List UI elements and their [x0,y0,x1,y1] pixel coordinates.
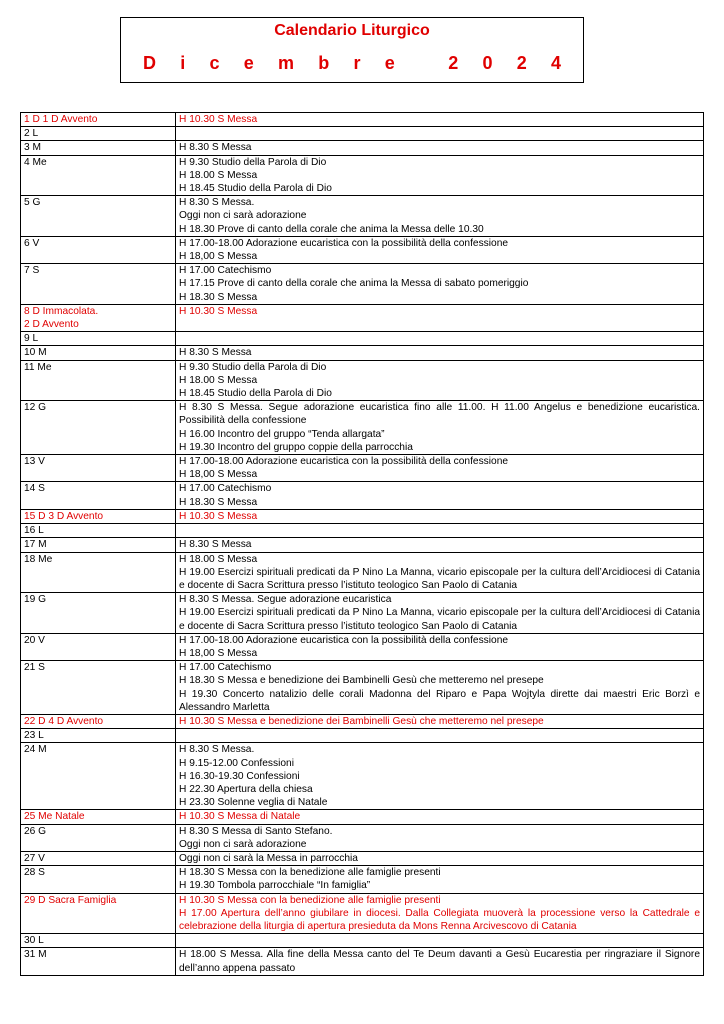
day-label: 16 L [24,525,44,537]
events-cell [176,127,704,141]
table-row [21,155,704,196]
day-cell [21,948,176,975]
day-cell [21,155,176,196]
day-label: 2 L [24,128,39,140]
table-row [21,509,704,523]
day-cell [21,593,176,634]
events-cell [176,866,704,893]
day-cell [21,401,176,455]
day-label: 1 D 1 D Avvento [24,114,98,125]
event-line: H 18,00 S Messa [179,251,258,263]
events-cell [176,455,704,482]
event-line: H 8.30 S Messa. Segue adorazione eucaristica [179,594,392,606]
day-cell [21,893,176,934]
table-row [21,482,704,509]
event-line: H 8.30 S Messa. [179,197,255,209]
event-line: H 18,00 S Messa [179,469,258,481]
table-row [21,810,704,824]
table-row [21,593,704,634]
table-row [21,866,704,893]
day-label: 5 G [24,197,41,209]
day-label: 14 S [24,483,45,495]
event-line: H 8.30 S Messa. Segue adorazione eucaristica fino alle 11.00. H 11.00 Angelus e benedizione eucaristica. Possibilità della confessione [179,402,700,427]
events-cell [176,509,704,523]
year-digit: 4 [550,53,561,73]
events-cell [176,552,704,593]
day-label: 4 Me [24,156,47,168]
month-letter: e [243,53,254,73]
month-letter: e [384,53,395,73]
year-digit: 0 [482,53,493,73]
day-cell [21,113,176,127]
day-label: 23 L [24,730,44,742]
event-line: H 18.30 S Messa [179,496,258,508]
event-line: H 10.30 S Messa [179,510,258,522]
event-line: H 10.30 S Messa [179,305,258,317]
table-row [21,332,704,346]
events-cell [176,893,704,934]
events-cell [176,934,704,948]
events-cell [176,401,704,455]
event-line: H 19.30 Tombola parrocchiale “In famiglia” [179,880,371,892]
month-letter: D [143,53,156,73]
events-cell [176,332,704,346]
day-cell [21,851,176,865]
table-row [21,236,704,263]
events-cell [176,633,704,660]
events-cell [176,141,704,155]
day-cell [21,538,176,552]
page-title: Calendario Liturgico [274,22,430,39]
event-line: H 23.30 Solenne veglia di Natale [179,797,328,809]
day-label: 12 G [24,402,47,414]
day-cell [21,661,176,715]
events-cell [176,360,704,401]
table-row [21,304,704,331]
day-label: 18 Me [24,553,53,565]
event-line: H 17.15 Prove di canto della corale che anima la Messa di sabato pomeriggio [179,278,529,290]
events-cell [176,155,704,196]
event-line: H 8.30 S Messa [179,539,252,551]
day-label: 28 S [24,867,45,879]
event-line: H 17.00 Apertura dell’anno giubilare in diocesi. Dalla Collegiata muoverà la processione verso la Cattedrale e celebrazione della liturgia di apertura presieduta da Mons Renna Arcivescovo di Catania [179,907,700,932]
day-cell [21,196,176,237]
event-line: H 9.30 Studio della Parola di Dio [179,361,327,373]
day-label: 26 G [24,825,47,837]
day-cell [21,729,176,743]
event-line: H 18.30 Prove di canto della corale che anima la Messa delle 10.30 [179,223,484,235]
day-cell [21,810,176,824]
events-cell [176,304,704,331]
event-line: H 8.30 S Messa di Santo Stefano. [179,825,333,837]
day-label: 8 D Immacolata. 2 D Avvento [24,305,99,331]
event-line: H 18.45 Studio della Parola di Dio [179,388,332,400]
event-line: H 19.30 Concerto natalizio delle corali Madonna del Riparo e Papa Wojtyla dirette dai maestri Eric Borzì e Alessandro Marletta [179,688,700,713]
events-cell [176,593,704,634]
events-cell [176,729,704,743]
day-label: 7 S [24,265,40,277]
table-row [21,743,704,810]
day-cell [21,346,176,360]
table-row [21,538,704,552]
event-line: H 10.30 S Messa e benedizione dei Bambinelli Gesù che metteremo nel presepe [179,715,544,727]
day-cell [21,304,176,331]
event-line: H 18.30 S Messa e benedizione dei Bambinelli Gesù che metteremo nel presepe [179,675,544,687]
table-row [21,141,704,155]
table-row [21,360,704,401]
event-line: H 17.00-18.00 Adorazione eucaristica con la possibilità della confessione [179,634,509,646]
events-cell [176,346,704,360]
events-cell [176,661,704,715]
day-label: 24 M [24,744,47,756]
event-line: H 8.30 S Messa [179,142,252,154]
event-line: H 17.00-18.00 Adorazione eucaristica con la possibilità della confessione [179,456,509,468]
events-cell [176,743,704,810]
table-row [21,401,704,455]
day-cell [21,934,176,948]
day-label: 31 M [24,949,47,961]
events-cell [176,113,704,127]
events-cell [176,264,704,305]
page-subtitle [143,53,561,74]
events-cell [176,714,704,728]
event-line: Oggi non ci sarà adorazione [179,838,307,850]
month-letter: c [209,53,220,73]
day-cell [21,714,176,728]
events-cell [176,524,704,538]
table-row [21,633,704,660]
year-digit: 2 [448,53,459,73]
day-cell [21,633,176,660]
day-cell [21,482,176,509]
table-row [21,824,704,851]
subtitle-gap [419,53,424,74]
event-line: H 22.30 Apertura della chiesa [179,783,313,795]
events-cell [176,851,704,865]
table-row [21,346,704,360]
table-row [21,455,704,482]
day-cell [21,524,176,538]
day-label: 21 S [24,662,45,674]
day-label: 9 L [24,333,39,345]
day-cell [21,552,176,593]
event-line: H 16.30-19.30 Confessioni [179,770,300,782]
table-row [21,729,704,743]
day-label: 15 D 3 D Avvento [24,510,104,522]
day-label: 17 M [24,539,47,551]
event-line: H 19.30 Incontro del gruppo coppie della parrocchia [179,441,413,453]
event-line: H 10.30 S Messa [179,114,258,125]
day-cell [21,509,176,523]
day-cell [21,743,176,810]
day-cell [21,127,176,141]
event-line: H 18.45 Studio della Parola di Dio [179,183,332,195]
events-cell [176,196,704,237]
event-line: H 19.00 Esercizi spirituali predicati da P Nino La Manna, vicario episcopale per la cultura dell’Arcidiocesi di Catania e docente di Sacra Scrittura presso l’istituto teologico San Paolo di Catania [179,566,700,591]
day-label: 13 V [24,456,45,468]
event-line: H 18.30 S Messa [179,291,258,303]
events-cell [176,948,704,975]
event-line: H 19.00 Esercizi spirituali predicati da P Nino La Manna, vicario episcopale per la cultura dell’Arcidiocesi di Catania e docente di Sacra Scrittura presso l’istituto teologico San Paolo di Catania [179,607,700,632]
event-line: H 9.30 Studio della Parola di Dio [179,156,327,168]
events-cell [176,538,704,552]
day-label: 3 M [24,142,41,154]
day-cell [21,824,176,851]
day-label: 22 D 4 D Avvento [24,715,104,727]
table-row [21,127,704,141]
table-row [21,264,704,305]
event-line: Oggi non ci sarà la Messa in parrocchia [179,852,358,864]
event-line: H 18.00 S Messa [179,553,258,565]
day-label: 10 M [24,347,47,359]
event-line: H 17.00 Catechismo [179,483,272,495]
month-letter: i [180,53,186,73]
event-line: H 18.00 S Messa [179,374,258,386]
event-line: H 17.00 Catechismo [179,265,272,277]
month-letter: b [318,53,330,73]
event-line: H 8.30 S Messa. [179,744,255,756]
events-cell [176,482,704,509]
event-line: H 9.15-12.00 Confessioni [179,757,294,769]
day-label: 27 V [24,852,45,864]
day-label: 20 V [24,634,45,646]
table-row [21,661,704,715]
event-line: H 18,00 S Messa [179,647,258,659]
calendar-table [20,112,704,976]
day-label: 19 G [24,594,47,606]
day-label: 25 Me Natale [24,811,85,823]
year-digit: 2 [516,53,527,73]
events-cell [176,810,704,824]
day-cell [21,141,176,155]
event-line: H 10.30 S Messa con la benedizione alle famiglie presenti [179,894,441,906]
table-row [21,113,704,127]
events-cell [176,824,704,851]
event-line: H 8.30 S Messa [179,347,252,359]
day-cell [21,264,176,305]
event-line: H 17.00 Catechismo [179,662,272,674]
day-cell [21,455,176,482]
table-row [21,552,704,593]
table-row [21,948,704,975]
table-row [21,714,704,728]
table-row [21,893,704,934]
day-label: 11 Me [24,361,52,373]
day-cell [21,360,176,401]
event-line: H 18.00 S Messa [179,169,258,181]
event-line: H 16.00 Incontro del gruppo “Tenda allargata” [179,428,385,440]
event-line: Oggi non ci sarà adorazione [179,210,307,222]
day-cell [21,866,176,893]
day-cell [21,332,176,346]
event-line: H 18.30 S Messa con la benedizione alle famiglie presenti [179,867,441,879]
day-label: 29 D Sacra Famiglia [24,894,117,906]
table-row [21,196,704,237]
day-cell [21,236,176,263]
event-line: H 18.00 S Messa. Alla fine della Messa canto del Te Deum davanti a Gesù Eucarestia per ringraziare il Signore dell’anno appena passato [179,949,700,974]
header-box [120,17,584,83]
month-letter: m [277,53,294,73]
event-line: H 17.00-18.00 Adorazione eucaristica con la possibilità della confessione [179,237,509,249]
month-letter: r [353,53,361,73]
event-line: H 10.30 S Messa di Natale [179,811,301,823]
events-cell [176,236,704,263]
table-row [21,851,704,865]
day-label: 6 V [24,237,40,249]
table-row [21,524,704,538]
day-label: 30 L [24,935,44,947]
table-row [21,934,704,948]
